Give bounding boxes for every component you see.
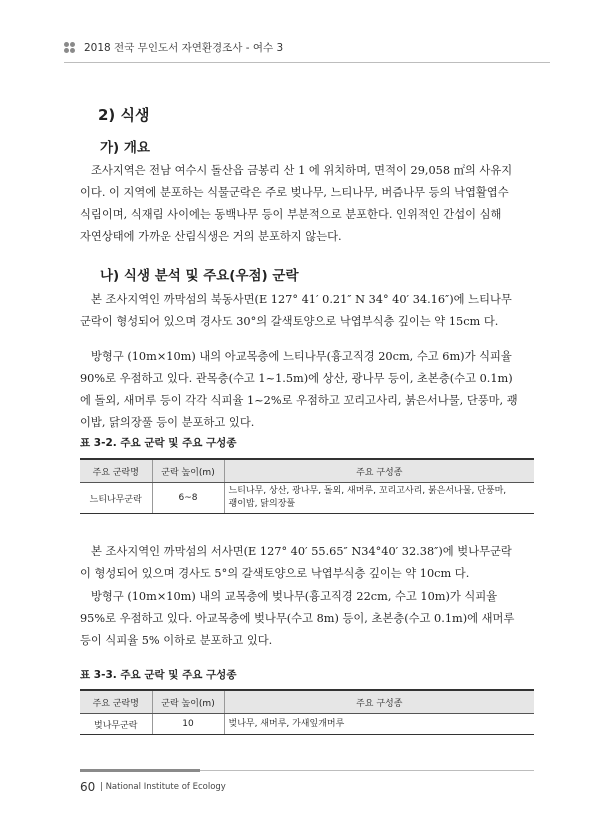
text-line: 에 돌외, 새머루 등이 각각 식피율 1~2%로 우점하고 꼬리고사리, 붉은서나물, 단풍마, 괭 <box>80 394 518 407</box>
footer-institute: | National Institute of Ecology <box>100 782 226 792</box>
column-header: 주요 구성종 <box>224 459 534 483</box>
text-line: 이밥, 닭의장풀 등이 분포하고 있다. <box>80 416 255 429</box>
community-height-cell: 10 <box>152 714 224 735</box>
text-line: 조사지역은 전남 여수시 돌산읍 금봉리 산 1 에 위치하며, 면적이 29,058 ㎡의 사유지 <box>91 164 513 177</box>
text-line: 방형구 (10m×10m) 내의 아교목층에 느티나무(흉고직경 20cm, 수고 6m)가 식피율 <box>91 350 512 363</box>
text-line: 95%로 우점하고 있다. 아교목층에 벚나무(수고 8m) 등이, 초본층(수고 0.1m)에 새머루 <box>80 612 515 625</box>
paragraph-cherry-quadrat <box>80 586 534 652</box>
table-row <box>80 714 534 735</box>
column-header: 주요 구성종 <box>224 690 534 714</box>
running-header-title: 2018 전국 무인도서 자연환경조사 - 여수 3 <box>84 42 284 54</box>
table-caption: 표 3-3. 주요 군락 및 주요 구성종 <box>80 669 237 681</box>
text-line: 군락이 형성되어 있으며 경사도 30°의 갈색토양으로 낙엽부식층 깊이는 약 15cm 다. <box>80 315 499 328</box>
header-logo-icon <box>64 42 75 53</box>
text-line: 방형구 (10m×10m) 내의 교목층에 벚나무(흉고직경 22cm, 수고 10m)가 식피율 <box>91 590 498 603</box>
footer-accent-bar <box>80 769 200 772</box>
text-line: 본 조사지역인 까막섬의 북동사면(E 127° 41′ 0.21″ N 34° 40′ 34.16″)에 느티나무 <box>91 293 512 306</box>
subsection-heading-overview: 가) 개요 <box>100 140 150 156</box>
paragraph-cherry-site <box>80 541 534 585</box>
column-header: 주요 군락명 <box>80 690 152 714</box>
column-header: 주요 군락명 <box>80 459 152 483</box>
section-heading: 2) 식생 <box>98 106 150 124</box>
paragraph-zelkova-quadrat <box>80 346 534 434</box>
text-line: 자연상태에 가까운 산림식생은 거의 분포하지 않는다. <box>80 230 342 243</box>
text-line: 이다. 이 지역에 분포하는 식물군락은 주로 벚나무, 느티나무, 버즘나무 등의 낙엽활엽수 <box>80 186 509 199</box>
species-line: 느티나무, 상산, 광나무, 돌외, 새머루, 꼬리고사리, 붉은서나물, 단풍마, <box>228 486 507 496</box>
text-line: 이 형성되어 있으며 경사도 5°의 갈색토양으로 낙엽부식층 깊이는 약 10cm 다. <box>80 567 470 580</box>
text-line: 등이 식피율 5% 이하로 분포하고 있다. <box>80 634 273 647</box>
paragraph-overview <box>80 160 534 248</box>
species-line: 괭이밥, 닭의장풀 <box>228 499 296 509</box>
paragraph-zelkova-site <box>80 289 534 333</box>
table-caption: 표 3-2. 주요 군락 및 주요 구성종 <box>80 437 237 449</box>
subsection-heading-analysis: 나) 식생 분석 및 주요(우점) 군락 <box>100 268 299 284</box>
table-header-row <box>80 459 534 483</box>
column-header: 군락 높이(m) <box>152 690 224 714</box>
text-line: 90%로 우점하고 있다. 관목층(수고 1~1.5m)에 상산, 광나무 등이, 초본층(수고 0.1m) <box>80 372 513 385</box>
page-number: 60 <box>80 780 96 794</box>
table-row <box>80 483 534 514</box>
text-line: 본 조사지역인 까막섬의 서사면(E 127° 40′ 55.65″ N34°40′ 32.38″)에 벚나무군락 <box>91 545 512 558</box>
community-table-2 <box>80 689 534 735</box>
institute-name: National Institute of Ecology <box>105 782 226 792</box>
header-divider <box>64 62 550 63</box>
table-header-row <box>80 690 534 714</box>
text-line: 식림이며, 식재림 사이에는 동백나무 등이 부분적으로 분포한다. 인위적인 간섭이 심해 <box>80 208 502 221</box>
column-header: 군락 높이(m) <box>152 459 224 483</box>
species-cell <box>224 483 534 514</box>
species-cell: 벚나무, 새머루, 가새잎개머루 <box>224 714 534 735</box>
community-name-cell: 느티나무군락 <box>80 483 152 514</box>
community-name-cell: 벚나무군락 <box>80 714 152 735</box>
community-height-cell: 6~8 <box>152 483 224 514</box>
community-table-1 <box>80 458 534 514</box>
